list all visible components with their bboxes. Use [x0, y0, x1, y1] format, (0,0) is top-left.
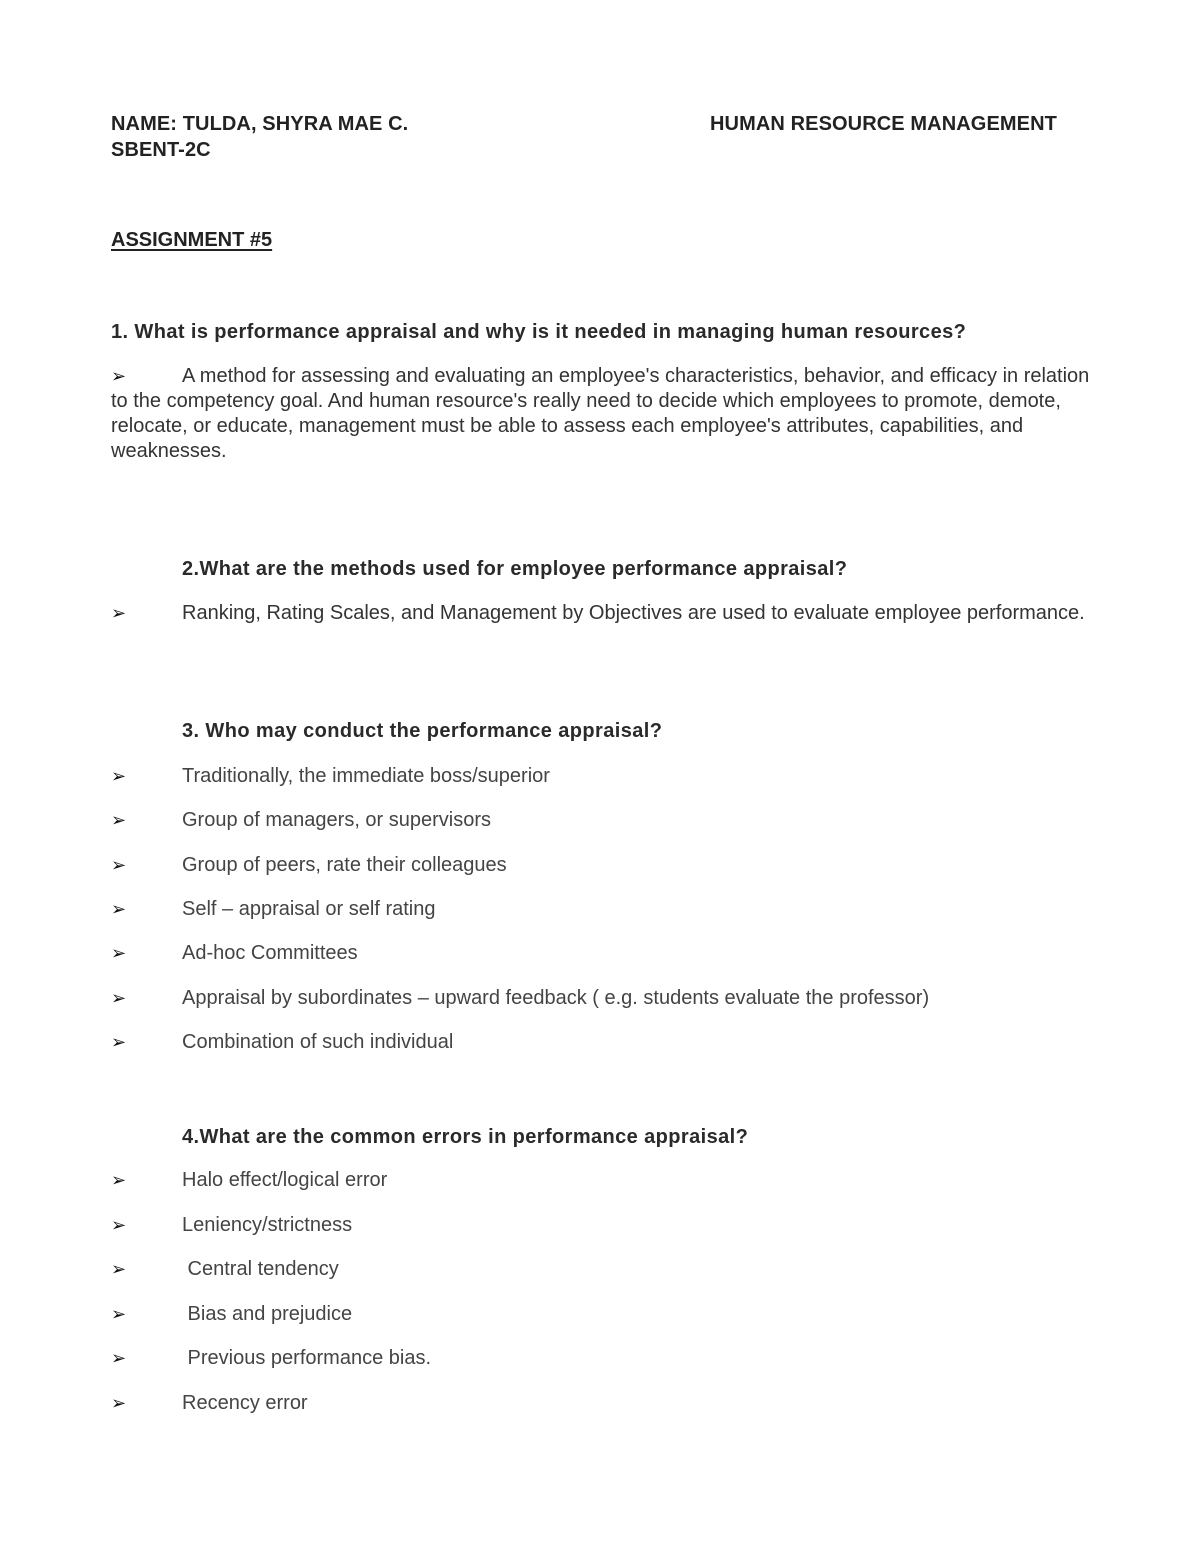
list-item-text: Traditionally, the immediate boss/superior [182, 765, 550, 787]
arrow-bullet-icon: ➢ [111, 1304, 127, 1325]
section-code: SBENT-2C [111, 139, 211, 161]
question-1: 1. What is performance appraisal and why is it needed in managing human resources? [111, 321, 967, 343]
list-item-text: Bias and prejudice [182, 1303, 353, 1325]
student-name: NAME: TULDA, SHYRA MAE C. [111, 113, 409, 135]
course-title: HUMAN RESOURCE MANAGEMENT [710, 113, 1057, 135]
arrow-bullet-icon: ➢ [111, 943, 127, 964]
answer-2-text: Ranking, Rating Scales, and Management by Objectives are used to evaluate employee performance. [182, 602, 1085, 624]
question-2: 2.What are the methods used for employee performance appraisal? [182, 558, 848, 580]
list-item-text: Combination of such individual [182, 1031, 454, 1053]
arrow-bullet-icon: ➢ [111, 366, 127, 387]
list-item-text: Central tendency [182, 1258, 339, 1280]
arrow-bullet-icon: ➢ [111, 810, 127, 831]
arrow-bullet-icon: ➢ [111, 899, 127, 920]
arrow-bullet-icon: ➢ [111, 1348, 127, 1369]
list-item-text: Group of managers, or supervisors [182, 809, 492, 831]
arrow-bullet-icon: ➢ [111, 766, 127, 787]
arrow-bullet-icon: ➢ [111, 1032, 127, 1053]
answer-1-text: A method for assessing and evaluating an employee's characteristics, behavior, and efficacy in relation to the competency goal. And human resource's really need to decide which employees to promote, demote, relocate, or educate, management must be able to assess each employee's attributes, capabilities, and weaknesses. [111, 365, 1090, 462]
answer-1 [111, 364, 1096, 464]
arrow-bullet-icon: ➢ [111, 988, 127, 1009]
arrow-bullet-icon: ➢ [111, 1215, 127, 1236]
list-item-text: Self – appraisal or self rating [182, 898, 436, 920]
list-item-text: Ad-hoc Committees [182, 942, 358, 964]
list-item-text: Recency error [182, 1392, 308, 1414]
list-item-text: Leniency/strictness [182, 1214, 353, 1236]
arrow-bullet-icon: ➢ [111, 1259, 127, 1280]
arrow-bullet-icon: ➢ [111, 603, 127, 624]
list-item-text: Appraisal by subordinates – upward feedback ( e.g. students evaluate the professor) [182, 987, 930, 1009]
arrow-bullet-icon: ➢ [111, 855, 127, 876]
question-4: 4.What are the common errors in performance appraisal? [182, 1126, 749, 1148]
arrow-bullet-icon: ➢ [111, 1393, 127, 1414]
list-item-text: Group of peers, rate their colleagues [182, 854, 507, 876]
question-3: 3. Who may conduct the performance appraisal? [182, 720, 663, 742]
arrow-bullet-icon: ➢ [111, 1170, 127, 1191]
answer-2 [111, 601, 1096, 626]
list-item-text: Halo effect/logical error [182, 1169, 388, 1191]
assignment-title: ASSIGNMENT #5 [111, 229, 273, 251]
list-item-text: Previous performance bias. [182, 1347, 432, 1369]
